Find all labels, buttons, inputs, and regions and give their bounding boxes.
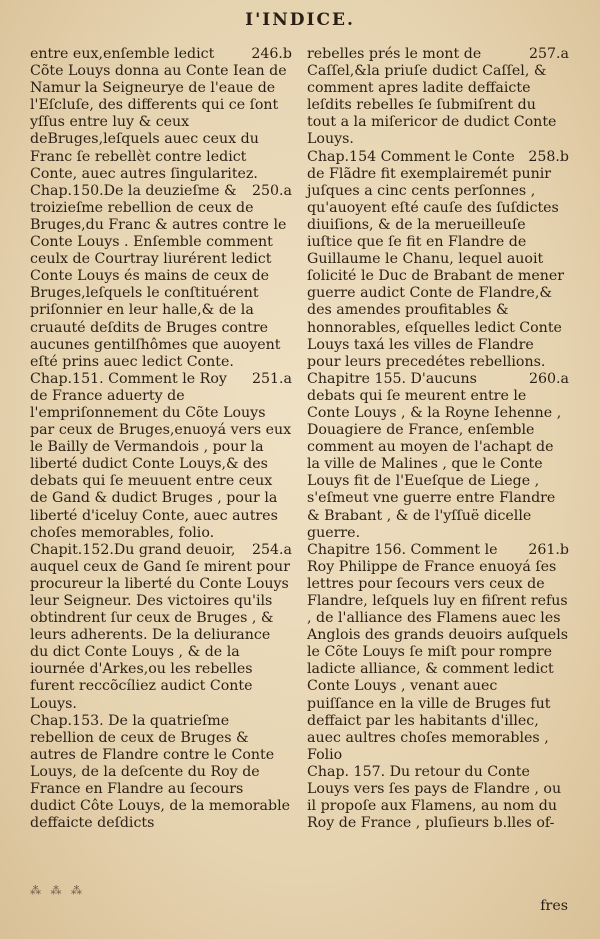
entry-text: Chap. 157. Du retour du Conte Louys vers ſes pays de Flandre , ou il propoſe aux Flamens, au nom du Roy de France , pluſieurs b.lles of-	[307, 763, 562, 832]
page-reference: 258.b	[528, 148, 569, 165]
printer-ornament: ⁂ ⁂ ⁂	[30, 884, 85, 897]
entry-text: Chap.151. Comment le Roy de France aduerty de l'empriſonnement du Cõte Louys par ceux de Bruges,enuoyá vers eux le Bailly de Vermandois , pour la liberté dudict Conte Louys,& des debats qui ſe meuuent entre ceux de Gand & dudict Bruges , pour la liberté d'iceluy Conte, auec autres choſes memorables, folio.	[30, 370, 292, 541]
entry-text: entre eux,enſemble ledict Cõte Louys donna au Conte Iean de Namur la Seigneurye de l'eaue de l'Eſcluſe, des differents qui ce ſont yſſus entre luy & ceux deBruges,leſquels auec ceux du Franc ſe rebellèt contre ledict Conte, auec autres ſingularitez.	[30, 46, 287, 182]
index-entry	[30, 542, 292, 713]
entry-text: Chapit.152.Du grand deuoir, auquel ceux de Gand ſe mirent pour procureur la liberté du Conte Louys leur Seigneur. Des victoires qu'ils obtindrent ſur ceux de Bruges , & leurs adherents. De la deliurance du dict Conte Louys , & de la iournée d'Arkes,ou les rebelles furent reccõcíliez audict Conte Louys.	[30, 541, 290, 712]
page-reference: 257.a	[528, 46, 569, 62]
index-entry	[307, 46, 569, 149]
entry-text: Chap.153. De la quatrieſme rebellion de ceux de Bruges & autres de Flandre contre le Conte Louys, de la deſcente du Roy de France en Flandre au ſecours dudict Côte Louys, de la memorable deffaicte deſdicts	[30, 712, 291, 832]
catchword: fres	[540, 898, 568, 914]
entry-text: Chapitre 156. Comment le Roy Philippe de France enuoyá ſes lettres pour ſecours vers ceux de Flandre, leſquels luy en fiſrent refus , de l'alliance des Flamens auec les Anglois des grands deuoirs auſquels le Cõte Louys ſe miſt pour rompre ladicte alliance, & comment ledict Conte Louys , venant auec puiſſance en la ville de Bruges fut deffaict par les habitants d'illec, auec aultres choſes memorables , Folio	[307, 541, 569, 763]
index-entry	[307, 149, 569, 371]
index-entry	[30, 183, 292, 371]
page-reference: 261.b	[528, 541, 569, 558]
entry-text: Chap.154 Comment le Conte de Flãdre fit exemplairemét punir juſques a cinc cents perſonnes , qu'auoyent eſté cauſe des ſuſdictes diuiſions, & de la merueilleuſe iuſtice que ſe fit en Flandre de Guillaume le Chanu, lequel auoit ſolicité le Duc de Brabant de mener guerre audict Conte de Flandre,& des amendes proufitables & honnorables, eſquelles ledict Conte Louys taxá les villes de Flandre pour leurs precedétes rebellions.	[307, 148, 565, 370]
page-reference: 246.b	[251, 46, 292, 62]
entry-text: rebelles prés le mont de Caſſel,&la priuſe dudict Caſſel, & comment apres ladite deffaicte leſdits rebelles ſe ſubmiſrent du tout a la miſericor de dudict Conte Louys.	[307, 46, 557, 148]
entry-text: Chap.150.De la deuzieſme & troizieſme rebellion de ceux de Bruges,du Franc & autres contre le Conte Louys . Enſemble comment ceulx de Courtray liurérent ledict Conte Louys és mains de ceux de Bruges,leſquels le conſtituérent priſonnier en leur halle,& de la cruauté deſdits de Bruges contre aucunes gentilſhômes que auoyent eſté prins auec ledict Conte.	[30, 182, 287, 370]
page-reference: 254.a	[251, 541, 292, 558]
index-entry	[307, 371, 569, 542]
index-entry	[30, 713, 292, 833]
index-entry	[307, 542, 569, 764]
left-column	[30, 46, 292, 832]
page-reference: 260.a	[528, 370, 569, 387]
index-entry	[30, 371, 292, 542]
right-column	[307, 46, 569, 832]
page-header: I'INDICE.	[245, 10, 355, 30]
page-reference: 251.a	[251, 370, 292, 387]
entry-text: Chapitre 155. D'aucuns debats qui ſe meurent entre le Conte Louys , & la Royne Iehenne , Douagiere de France, enſemble comment au moyen de l'achapt de la ville de Malines , que le Conte Louys fit de l'Eueſque de Liege , s'eſmeut vne guerre entre Flandre & Brabant , & de l'yſſuë dicelle guerre.	[307, 370, 562, 541]
index-entry	[307, 764, 569, 832]
index-entry	[30, 46, 292, 183]
page-reference: 250.a	[251, 182, 292, 199]
